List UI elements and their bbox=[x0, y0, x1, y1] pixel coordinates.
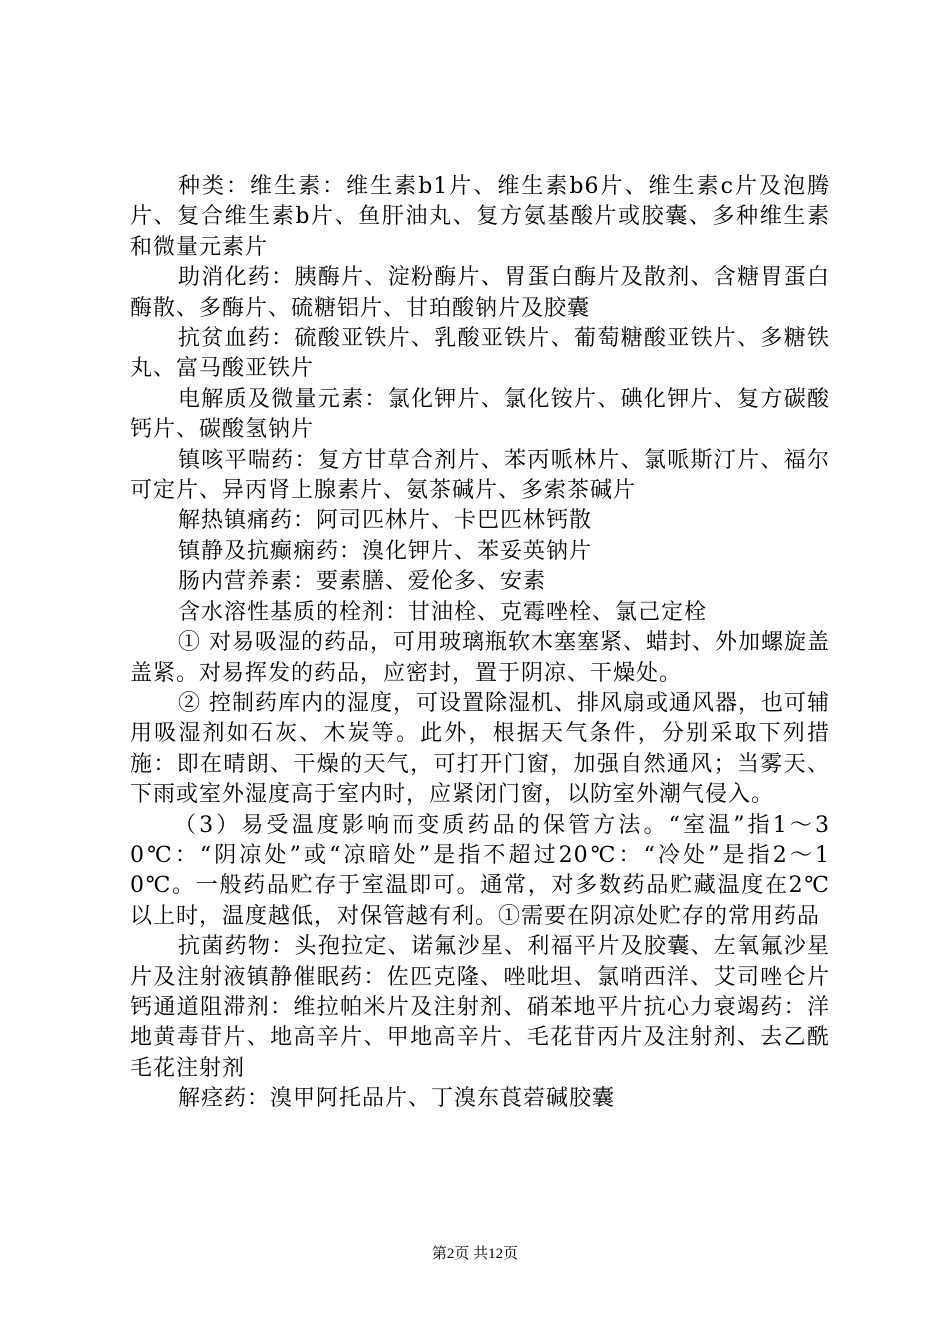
document-body bbox=[130, 172, 830, 1115]
paragraph-antispasmodics: 解痉药：溴甲阿托品片、丁溴东莨菪碱胶囊 bbox=[178, 1086, 616, 1112]
page-footer: 第2页 共12页 bbox=[431, 1246, 519, 1262]
paragraph-digestive-drugs: 助消化药：胰酶片、淀粉酶片、胃蛋白酶片及散剂、含糖胃蛋白酶散、多酶片、硫糖铝片、甘珀酸钠片及胶囊 bbox=[130, 265, 830, 321]
paragraph-vitamins: 种类：维生素：维生素b1片、维生素b6片、维生素c片及泡腾片、复合维生素b片、鱼肝油丸、复方氨基酸片或胶囊、多种维生素和微量元素片 bbox=[130, 174, 830, 260]
paragraph-analgesics: 解热镇痛药：阿司匹林片、卡巴匹林钙散 bbox=[178, 508, 593, 534]
paragraph-electrolytes: 电解质及微量元素：氯化钾片、氯化铵片、碘化钾片、复方碳酸钙片、碳酸氢钠片 bbox=[130, 386, 830, 443]
paragraph-antibacterial-drugs: 抗菌药物：头孢拉定、诺氟沙星、利福平片及胶囊、左氧氟沙星片及注射液镇静催眠药：佐匹克隆、唑吡坦、氯哨西洋、艾司唑仑片钙通道阻滞剂：维拉帕米片及注射剂、硝苯地平片抗心力衰竭药：洋地黄毒苷片、地高辛片、甲地高辛片、毛花苷丙片及注射剂、去乙酰毛花注射剂 bbox=[130, 934, 830, 1081]
paragraph-temperature-storage: （3）易受温度影响而变质药品的保管方法。“室温”指1～30℃：“阴凉处”或“凉暗处”是指不超过20℃：“冷处”是指2～10℃。一般药品贮存于室温即可。通常，对多数药品贮藏温度在2℃以上时，温度越低，对保管越有利。①需要在阴凉处贮存的常用药品 bbox=[130, 812, 830, 929]
paragraph-enteral-nutrition: 肠内营养素：要素膳、爱伦多、安素 bbox=[178, 569, 547, 595]
paragraph-moisture-measure-1: ① 对易吸湿的药品，可用玻璃瓶软木塞塞紧、蜡封、外加螺旋盖盖紧。对易挥发的药品，应密封，置于阴凉、干燥处。 bbox=[130, 630, 830, 686]
paragraph-sedatives: 镇静及抗癫痫药：溴化钾片、苯妥英钠片 bbox=[178, 538, 593, 564]
paragraph-suppositories: 含水溶性基质的栓剂：甘油栓、克霉唑栓、氯己定栓 bbox=[178, 599, 708, 625]
paragraph-antitussive-drugs: 镇咳平喘药：复方甘草合剂片、苯丙哌林片、氯哌斯汀片、福尔可定片、异丙肾上腺素片、氨茶碱片、多索茶碱片 bbox=[130, 447, 830, 504]
paragraph-moisture-measure-2: ② 控制药库内的湿度，可设置除湿机、排风扇或通风器，也可辅用吸湿剂如石灰、木炭等。此外，根据天气条件，分别采取下列措施：即在晴朗、干燥的天气，可打开门窗，加强自然通风；当雾天、下雨或室外湿度高于室内时，应紧闭门窗，以防室外潮气侵入。 bbox=[130, 690, 830, 808]
paragraph-anti-anemia-drugs: 抗贫血药：硫酸亚铁片、乳酸亚铁片、葡萄糖酸亚铁片、多糖铁丸、富马酸亚铁片 bbox=[130, 326, 830, 382]
